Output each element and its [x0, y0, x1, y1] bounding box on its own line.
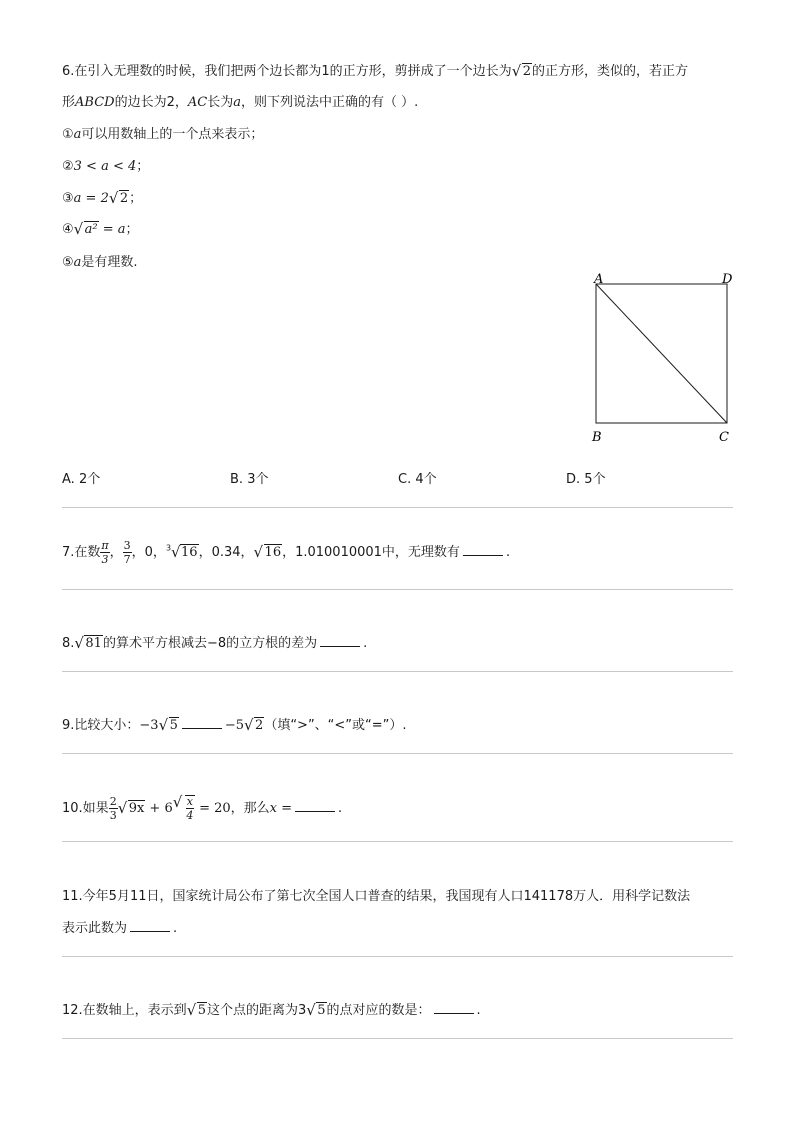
q6-item-4	[62, 218, 139, 237]
math-a: a	[233, 95, 241, 110]
q6-line1	[62, 60, 688, 79]
radicand: 5	[197, 1003, 206, 1018]
option-value: 5个	[584, 472, 606, 487]
radicand: a²	[84, 222, 98, 237]
sqrt-symbol	[109, 191, 129, 206]
item-text: ；	[125, 222, 139, 237]
label-a: A	[594, 272, 604, 287]
math: −5	[224, 718, 245, 733]
numerator: 2	[109, 795, 117, 808]
divider	[62, 589, 733, 590]
cbrt-symbol	[171, 545, 199, 560]
radicand: 2	[119, 191, 129, 206]
divider	[62, 841, 733, 842]
q12-text: 的点对应的数是：	[326, 1003, 431, 1018]
q7-text: ，1.010010001中，无理数有	[282, 545, 460, 560]
item-number: ④	[62, 222, 74, 237]
numerator: √ x	[186, 795, 193, 808]
radicand: 2	[255, 718, 264, 733]
q6-item-1	[62, 123, 263, 142]
sqrt-symbol	[306, 1003, 326, 1018]
sqrt-symbol	[254, 545, 283, 560]
answer-blank[interactable]	[320, 636, 360, 647]
q6-text: ，则下列说法中正确的有（ ）.	[240, 95, 419, 110]
option-value: 3个	[247, 472, 269, 487]
math: x =	[269, 801, 293, 816]
option-letter: B.	[230, 472, 244, 487]
q6-text: 的正方形，类似的，若正方	[531, 64, 688, 79]
math-abcd: ABCD	[75, 95, 115, 110]
math: + 6	[145, 801, 173, 816]
radicand: 16	[264, 545, 282, 560]
math: a	[73, 255, 82, 270]
q6-item-5	[62, 251, 138, 270]
diagonal-ac	[596, 284, 727, 423]
square-abcd-diagram	[585, 272, 740, 447]
divider	[62, 1038, 733, 1039]
item-text: ；	[136, 159, 150, 174]
numerator: 3	[123, 539, 131, 552]
fraction	[123, 540, 132, 565]
option-value: 4个	[415, 472, 437, 487]
label-c: C	[719, 430, 729, 445]
sqrt-symbol	[244, 718, 264, 733]
option-b[interactable]	[230, 468, 268, 487]
math: a	[73, 127, 82, 142]
item-text: 可以用数轴上的一个点来表示；	[81, 127, 264, 142]
q9-text: （填“>”、“<”或“=”）.	[264, 718, 407, 733]
option-c[interactable]	[398, 468, 437, 487]
q6-item-2	[62, 155, 149, 174]
answer-blank[interactable]	[130, 921, 170, 932]
answer-blank[interactable]	[434, 1003, 474, 1014]
q7-text: 4，	[232, 545, 254, 560]
option-letter: D.	[566, 472, 581, 487]
radicand: 5	[169, 718, 178, 733]
fraction	[186, 796, 194, 821]
sqrt-symbol	[74, 222, 99, 237]
item-text: ；	[129, 191, 143, 206]
sqrt-symbol	[118, 801, 146, 816]
option-a[interactable]	[62, 468, 100, 487]
q6-line2	[62, 91, 418, 110]
option-value: 2个	[78, 472, 101, 487]
math: −3	[139, 718, 159, 733]
radicand: 2	[522, 64, 531, 79]
q7-text: ，0，	[131, 545, 166, 560]
q7-text: .	[505, 545, 511, 560]
divider	[62, 507, 733, 508]
item-number: ⑤	[62, 255, 74, 270]
sqrt-symbol	[159, 718, 179, 733]
answer-blank[interactable]	[295, 801, 335, 812]
q7: 7.在数 $\frac{\pi}{3}$ ， $\frac{3}{7}$ ，0，$^3$√ 16，0.34，√ 16，1.010010001中，无理数有 .	[62, 540, 510, 565]
option-letter: C.	[398, 472, 412, 487]
radicand: 16	[181, 545, 198, 560]
q8-text: 的算术平方根减去−8的立方根的差为	[102, 636, 318, 651]
sqrt-symbol	[74, 636, 103, 651]
q9	[62, 714, 407, 733]
answer-blank[interactable]	[463, 545, 503, 556]
item-number: ①	[62, 127, 74, 142]
item-number: ③	[62, 191, 74, 206]
denominator: 7	[123, 553, 131, 566]
math: 3 < a < 4	[73, 159, 137, 174]
math: a = 2	[73, 191, 109, 206]
math: = 20，那么	[194, 801, 270, 816]
radicand: 9x	[128, 801, 145, 816]
denominator: 3	[109, 809, 117, 822]
q10-text: .	[338, 801, 343, 816]
q7-text: ，0.3	[198, 545, 233, 560]
q11-line1	[62, 885, 690, 904]
sqrt-symbol	[173, 795, 195, 821]
divider	[62, 956, 733, 957]
fraction	[100, 540, 109, 565]
q12	[62, 999, 481, 1018]
q11-text: 11.今年5月11日，国家统计局公布了第七次全国人口普查的结果，我国现有人口141178万人．用科学记数法	[62, 889, 691, 904]
denominator: 4	[186, 809, 194, 822]
sqrt-symbol	[187, 1003, 207, 1018]
item-text: 是有理数.	[81, 255, 138, 270]
q10	[62, 795, 342, 821]
q7-text: 7.在数	[62, 545, 101, 560]
label-b: B	[592, 430, 602, 445]
math: = a	[98, 222, 126, 237]
radicand: 5	[317, 1003, 326, 1018]
q6-text: 形	[62, 95, 76, 110]
q8	[62, 632, 367, 651]
numerator: π	[101, 539, 109, 552]
option-d[interactable]	[566, 468, 606, 487]
q6-text: 长为	[207, 95, 234, 110]
q6-item-3	[62, 187, 142, 206]
radicand	[185, 795, 195, 821]
label-d: D	[722, 272, 733, 287]
root-index: 3	[165, 543, 172, 553]
q12-text: 12.在数轴上，表示到	[62, 1003, 187, 1018]
answer-blank[interactable]	[182, 718, 222, 729]
q11-text: 表示此数为	[62, 921, 128, 936]
q8-text: 8.	[62, 636, 75, 651]
math-ac: AC	[187, 95, 208, 110]
radicand: 81	[85, 636, 102, 651]
q8-text: .	[363, 636, 368, 651]
q10-text: 10.如果	[62, 801, 109, 816]
q12-text: 这个点的距离为3	[206, 1003, 307, 1018]
q6-text: 的边长为2，	[114, 95, 188, 110]
denominator: 3	[101, 553, 109, 566]
q11-line2	[62, 917, 177, 936]
item-number: ②	[62, 159, 74, 174]
sqrt-symbol	[512, 64, 532, 79]
divider	[62, 753, 733, 754]
q11-text: .	[173, 921, 178, 936]
divider	[62, 671, 733, 672]
fraction	[109, 796, 118, 821]
q6-text: 6.在引入无理数的时候，我们把两个边长都为1的正方形，剪拼成了一个边长为	[62, 64, 512, 79]
q12-text: .	[476, 1003, 481, 1018]
option-letter: A.	[62, 472, 75, 487]
q9-text: 9.比较大小：	[62, 718, 140, 733]
